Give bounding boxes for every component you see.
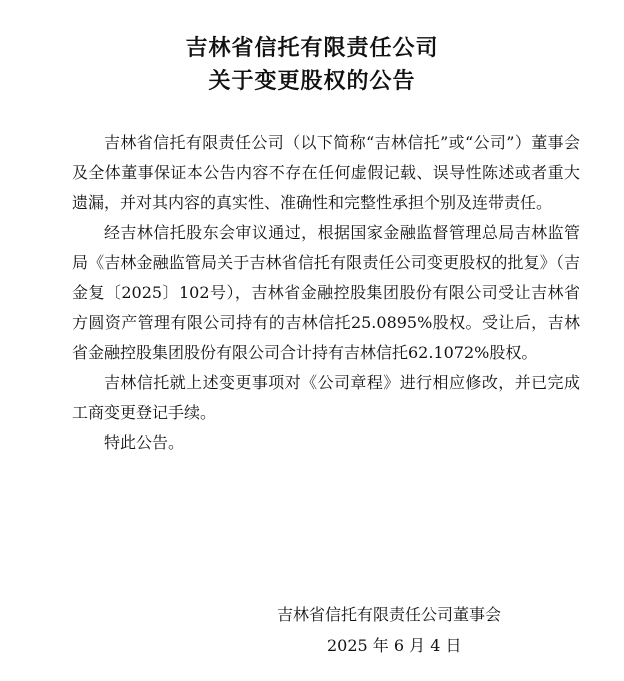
paragraph-closing: 特此公告。 (104, 433, 185, 452)
title-line-1: 吉林省信托有限责任公司 (185, 35, 439, 61)
signature-date: 2025 年 6 月 4 日 (327, 636, 462, 655)
paragraph-registration: 吉林信托就上述变更事项对《公司章程》进行相应修改，并已完成工商变更登记手续。 (72, 373, 580, 422)
paragraph-disclaimer: 吉林省信托有限责任公司（以下简称“吉林信托”或“公司”）董事会及全体董事保证本公告内容不存在任何虚假记载、误导性陈述或者重大遗漏，并对其内容的真实性、准确性和完整性承担个别及连带责任。 (72, 133, 580, 212)
title-line-2: 关于变更股权的公告 (208, 68, 416, 94)
announcement-body (72, 128, 580, 458)
signature-organization: 吉林省信托有限责任公司董事会 (277, 605, 502, 624)
paragraph-equity-change: 经吉林信托股东会审议通过，根据国家金融监督管理总局吉林监管局《吉林金融监管局关于吉林省信托有限责任公司变更股权的批复》（吉金复〔2025〕102号），吉林省金融控股集团股份有限公司受让吉林省方圆资产管理有限公司持有的吉林信托25.0895%股权。受让后，吉林省金融控股集团股份有限公司合计持有吉林信托62.1072%股权。 (72, 223, 580, 362)
